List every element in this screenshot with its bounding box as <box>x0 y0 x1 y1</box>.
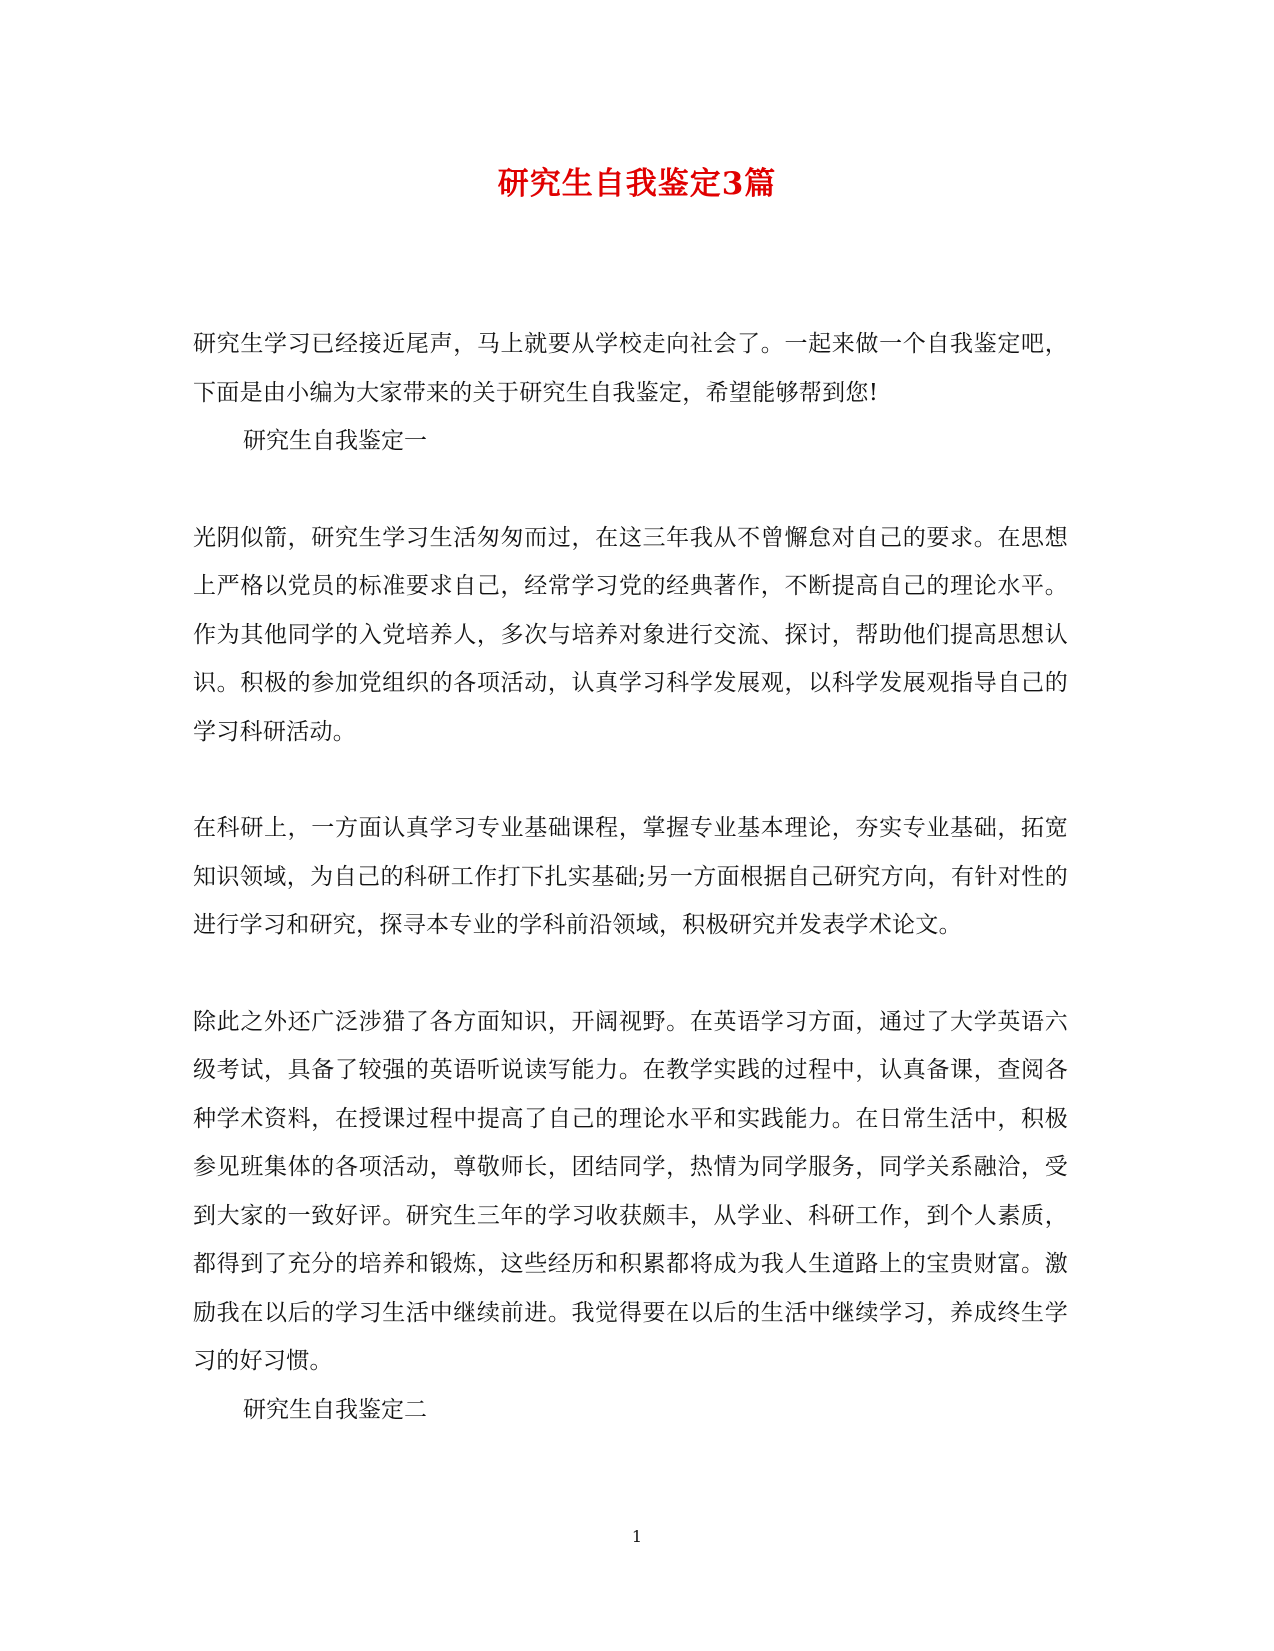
section1-paragraph-2: 在科研上，一方面认真学习专业基础课程，掌握专业基本理论，夯实专业基础，拓宽知识领域，为自己的科研工作打下扎实基础;另一方面根据自己研究方向，有针对性的进行学习和研究，探寻本专业的学科前沿领域，积极研究并发表学术论文。 <box>193 815 1068 938</box>
paragraph-gap <box>193 950 1068 998</box>
section1-paragraph-1: 光阴似箭，研究生学习生活匆匆而过，在这三年我从不曾懈怠对自己的要求。在思想上严格以党员的标准要求自己，经常学习党的经典著作，不断提高自己的理论水平。作为其他同学的入党培养人，多次与培养对象进行交流、探讨，帮助他们提高思想认识。积极的参加党组织的各项活动，认真学习科学发展观，以科学发展观指导自己的学习科研活动。 <box>193 524 1068 745</box>
document-body <box>193 320 1068 1434</box>
page-number: 1 <box>631 1527 643 1546</box>
section-heading-2: 研究生自我鉴定二 <box>243 1396 427 1423</box>
paragraph-gap <box>193 756 1068 804</box>
intro-paragraph: 研究生学习已经接近尾声，马上就要从学校走向社会了。一起来做一个自我鉴定吧，下面是由小编为大家带来的关于研究生自我鉴定，希望能够帮到您! <box>193 331 1068 406</box>
paragraph-gap <box>193 466 1068 514</box>
section-heading-1: 研究生自我鉴定一 <box>243 428 427 454</box>
section1-paragraph-3: 除此之外还广泛涉猎了各方面知识，开阔视野。在英语学习方面，通过了大学英语六级考试，具备了较强的英语听说读写能力。在教学实践的过程中，认真备课，查阅各种学术资料，在授课过程中提高了自己的理论水平和实践能力。在日常生活中，积极参见班集体的各项活动，尊敬师长，团结同学，热情为同学服务，同学关系融洽，受到大家的一致好评。研究生三年的学习收获颇丰，从学业、科研工作，到个人素质，都得到了充分的培养和锻炼，这些经历和积累都将成为我人生道路上的宝贵财富。激励我在以后的学习生活中继续前进。我觉得要在以后的生活中继续学习，养成终生学习的好习惯。 <box>193 1008 1068 1374</box>
document-title: 研究生自我鉴定3篇 <box>497 166 777 202</box>
